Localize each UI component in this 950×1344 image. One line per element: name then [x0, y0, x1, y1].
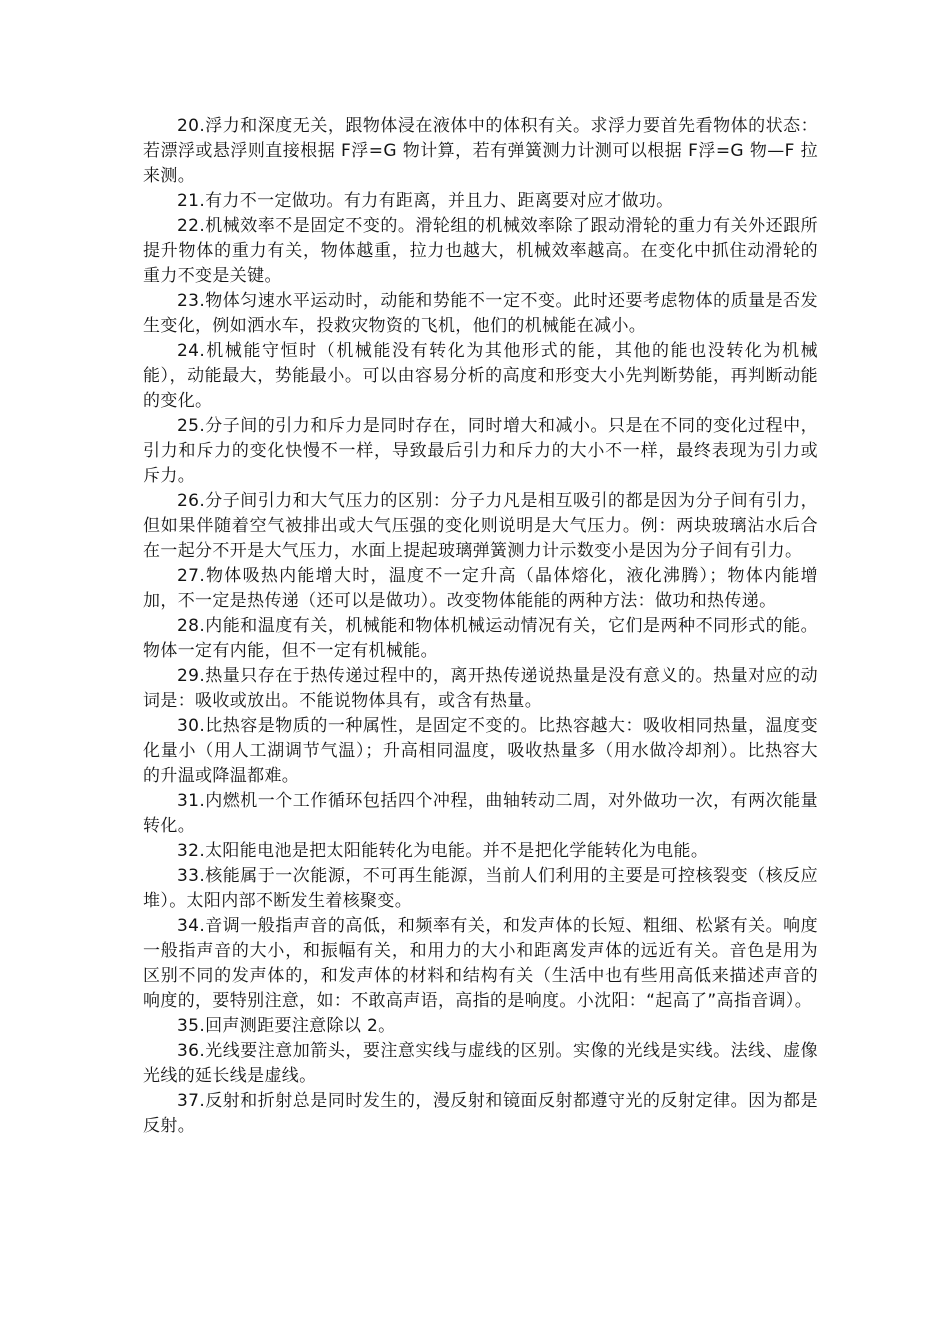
document-page [143, 114, 818, 1139]
paragraph-29: 29.热量只存在于热传递过程中的，离开热传递说热量是没有意义的。热量对应的动词是：吸收或放出。不能说物体具有，或含有热量。 [143, 666, 818, 711]
paragraph-24: 24.机械能守恒时（机械能没有转化为其他形式的能，其他的能也没转化为机械能），动能最大，势能最小。可以由容易分析的高度和形变大小先判断势能，再判断动能的变化。 [143, 341, 818, 411]
paragraph-37: 37.反射和折射总是同时发生的，漫反射和镜面反射都遵守光的反射定律。因为都是反射。 [143, 1091, 818, 1136]
paragraph-31: 31.内燃机一个工作循环包括四个冲程，曲轴转动二周，对外做功一次，有两次能量转化。 [143, 791, 818, 836]
paragraph-28: 28.内能和温度有关，机械能和物体机械运动情况有关，它们是两种不同形式的能。物体一定有内能，但不一定有机械能。 [143, 616, 818, 661]
paragraph-20: 20.浮力和深度无关，跟物体浸在液体中的体积有关。求浮力要首先看物体的状态：若漂浮或悬浮则直接根据 F浮=G 物计算，若有弹簧测力计测可以根据 F浮=G 物—F 拉来测。 [143, 116, 818, 186]
paragraph-21: 21.有力不一定做功。有力有距离，并且力、距离要对应才做功。 [177, 191, 674, 211]
paragraph-35: 35.回声测距要注意除以 2。 [177, 1016, 396, 1036]
paragraph-34: 34.音调一般指声音的高低，和频率有关，和发声体的长短、粗细、松紧有关。响度一般指声音的大小，和振幅有关，和用力的大小和距离发声体的远近有关。音色是用为区别不同的发声体的，和发声体的材料和结构有关（生活中也有些用高低来描述声音的响度的，要特别注意，如：不敢高声语，高指的是响度。小沈阳：“起高了”高指音调）。 [143, 916, 818, 1011]
paragraph-23: 23.物体匀速水平运动时，动能和势能不一定不变。此时还要考虑物体的质量是否发生变化，例如洒水车，投救灾物资的飞机，他们的机械能在减小。 [143, 291, 818, 336]
paragraph-22: 22.机械效率不是固定不变的。滑轮组的机械效率除了跟动滑轮的重力有关外还跟所提升物体的重力有关，物体越重，拉力也越大，机械效率越高。在变化中抓住动滑轮的重力不变是关键。 [143, 216, 818, 286]
paragraph-33: 33.核能属于一次能源，不可再生能源，当前人们利用的主要是可控核裂变（核反应堆）。太阳内部不断发生着核聚变。 [143, 866, 818, 911]
paragraph-26: 26.分子间引力和大气压力的区别：分子力凡是相互吸引的都是因为分子间有引力，但如果伴随着空气被排出或大气压强的变化则说明是大气压力。例：两块玻璃沾水后合在一起分不开是大气压力，水面上提起玻璃弹簧测力计示数变小是因为分子间有引力。 [143, 491, 818, 561]
paragraph-25: 25.分子间的引力和斥力是同时存在，同时增大和减小。只是在不同的变化过程中，引力和斥力的变化快慢不一样，导致最后引力和斥力的大小不一样，最终表现为引力或斥力。 [143, 416, 818, 486]
paragraph-27: 27.物体吸热内能增大时，温度不一定升高（晶体熔化，液化沸腾）；物体内能增加，不一定是热传递（还可以是做功）。改变物体能能的两种方法：做功和热传递。 [143, 566, 818, 611]
paragraph-32: 32.太阳能电池是把太阳能转化为电能。并不是把化学能转化为电能。 [177, 841, 709, 861]
paragraph-36: 36.光线要注意加箭头，要注意实线与虚线的区别。实像的光线是实线。法线、虚像光线的延长线是虚线。 [143, 1041, 818, 1086]
paragraph-30: 30.比热容是物质的一种属性，是固定不变的。比热容越大：吸收相同热量，温度变化量小（用人工湖调节气温）；升高相同温度，吸收热量多（用水做冷却剂）。比热容大的升温或降温都难。 [143, 716, 818, 786]
